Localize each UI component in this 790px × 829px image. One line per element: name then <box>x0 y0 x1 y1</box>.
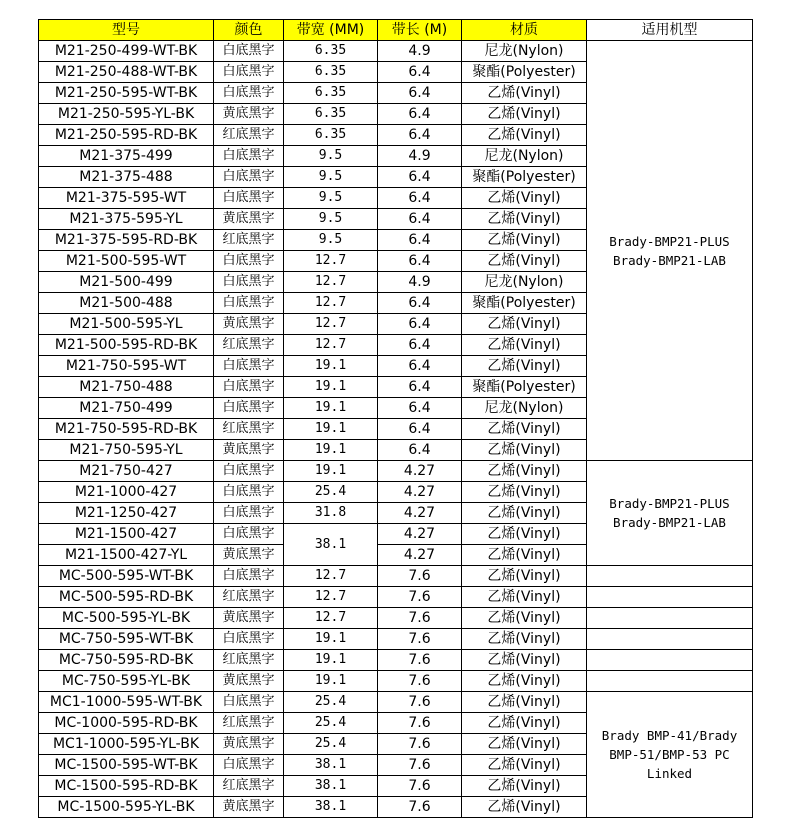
header-model: 型号 <box>39 20 214 41</box>
printer-cell <box>587 41 753 461</box>
width-cell: 12.7 <box>284 335 378 356</box>
color-cell: 红底黑字 <box>214 650 284 671</box>
printer-cell <box>587 629 753 650</box>
material-cell: 乙烯(Vinyl) <box>462 482 587 503</box>
color-cell: 白底黑字 <box>214 83 284 104</box>
color-cell: 红底黑字 <box>214 419 284 440</box>
length-cell: 4.9 <box>378 272 462 293</box>
model-cell: M21-375-488 <box>39 167 214 188</box>
length-cell: 7.6 <box>378 734 462 755</box>
color-cell: 白底黑字 <box>214 482 284 503</box>
table-body <box>39 41 753 818</box>
material-cell: 乙烯(Vinyl) <box>462 230 587 251</box>
material-cell: 乙烯(Vinyl) <box>462 209 587 230</box>
width-cell: 25.4 <box>284 734 378 755</box>
width-cell: 38.1 <box>284 776 378 797</box>
length-cell: 7.6 <box>378 566 462 587</box>
material-cell: 聚酯(Polyester) <box>462 377 587 398</box>
color-cell: 黄底黑字 <box>214 797 284 818</box>
width-cell: 9.5 <box>284 146 378 167</box>
printer-line: Brady-BMP21-PLUS <box>609 496 730 511</box>
printer-line: Brady BMP-41/Brady <box>601 728 738 743</box>
color-cell: 白底黑字 <box>214 377 284 398</box>
color-cell: 黄底黑字 <box>214 734 284 755</box>
width-cell: 6.35 <box>284 104 378 125</box>
model-cell: M21-750-595-WT <box>39 356 214 377</box>
length-cell: 6.4 <box>378 440 462 461</box>
header-width: 带宽 (MM) <box>284 20 378 41</box>
printer-line: Linked <box>646 766 693 781</box>
material-cell: 乙烯(Vinyl) <box>462 104 587 125</box>
length-cell: 6.4 <box>378 251 462 272</box>
width-cell: 19.1 <box>284 356 378 377</box>
color-cell: 红底黑字 <box>214 587 284 608</box>
width-cell: 19.1 <box>284 398 378 419</box>
length-cell: 6.4 <box>378 104 462 125</box>
model-cell: MC-500-595-YL-BK <box>39 608 214 629</box>
printer-cell <box>587 566 753 587</box>
length-cell: 6.4 <box>378 125 462 146</box>
width-cell: 19.1 <box>284 377 378 398</box>
table-row <box>39 671 753 692</box>
length-cell: 4.27 <box>378 503 462 524</box>
width-cell: 19.1 <box>284 419 378 440</box>
printer-line: Brady-BMP21-LAB <box>613 252 726 268</box>
model-cell: M21-375-595-YL <box>39 209 214 230</box>
material-cell: 乙烯(Vinyl) <box>462 713 587 734</box>
width-cell: 25.4 <box>284 482 378 503</box>
length-cell: 7.6 <box>378 713 462 734</box>
color-cell: 红底黑字 <box>214 230 284 251</box>
table-row <box>39 41 753 62</box>
printer-cell <box>587 692 753 818</box>
model-cell: M21-1250-427 <box>39 503 214 524</box>
length-cell: 6.4 <box>378 335 462 356</box>
length-cell: 6.4 <box>378 230 462 251</box>
length-cell: 6.4 <box>378 293 462 314</box>
printer-cell <box>587 671 753 692</box>
width-cell: 12.7 <box>284 587 378 608</box>
model-cell: MC-1000-595-RD-BK <box>39 713 214 734</box>
width-cell: 19.1 <box>284 650 378 671</box>
table-row <box>39 650 753 671</box>
length-cell: 6.4 <box>378 314 462 335</box>
color-cell: 白底黑字 <box>214 629 284 650</box>
width-cell: 12.7 <box>284 293 378 314</box>
length-cell: 6.4 <box>378 83 462 104</box>
model-cell: M21-1500-427 <box>39 524 214 545</box>
length-cell: 6.4 <box>378 188 462 209</box>
length-cell: 6.4 <box>378 209 462 230</box>
printer-cell <box>587 461 753 566</box>
material-cell: 乙烯(Vinyl) <box>462 503 587 524</box>
width-cell: 19.1 <box>284 671 378 692</box>
length-cell: 6.4 <box>378 62 462 83</box>
model-cell: M21-375-595-WT <box>39 188 214 209</box>
material-cell: 乙烯(Vinyl) <box>462 608 587 629</box>
length-cell: 7.6 <box>378 629 462 650</box>
model-cell: MC-1500-595-YL-BK <box>39 797 214 818</box>
model-cell: M21-375-595-RD-BK <box>39 230 214 251</box>
material-cell: 乙烯(Vinyl) <box>462 524 587 545</box>
color-cell: 白底黑字 <box>214 293 284 314</box>
model-cell: M21-750-499 <box>39 398 214 419</box>
color-cell: 黄底黑字 <box>214 314 284 335</box>
table-row <box>39 566 753 587</box>
length-cell: 6.4 <box>378 398 462 419</box>
material-cell: 乙烯(Vinyl) <box>462 335 587 356</box>
width-cell: 6.35 <box>284 41 378 62</box>
length-cell: 7.6 <box>378 755 462 776</box>
length-cell: 7.6 <box>378 692 462 713</box>
color-cell: 白底黑字 <box>214 755 284 776</box>
model-cell: M21-750-427 <box>39 461 214 482</box>
width-cell: 19.1 <box>284 629 378 650</box>
material-cell: 乙烯(Vinyl) <box>462 797 587 818</box>
width-cell: 9.5 <box>284 188 378 209</box>
width-cell: 6.35 <box>284 83 378 104</box>
width-cell: 19.1 <box>284 440 378 461</box>
color-cell: 白底黑字 <box>214 167 284 188</box>
printer-line: BMP-51/BMP-53 PC <box>609 747 730 762</box>
color-cell: 白底黑字 <box>214 398 284 419</box>
length-cell: 6.4 <box>378 356 462 377</box>
model-cell: M21-1500-427-YL <box>39 545 214 566</box>
table-row <box>39 461 753 482</box>
width-cell: 38.1 <box>284 524 378 566</box>
length-cell: 4.9 <box>378 146 462 167</box>
material-cell: 乙烯(Vinyl) <box>462 734 587 755</box>
width-cell: 12.7 <box>284 314 378 335</box>
model-cell: M21-250-488-WT-BK <box>39 62 214 83</box>
length-cell: 4.27 <box>378 545 462 566</box>
model-cell: M21-500-488 <box>39 293 214 314</box>
length-cell: 7.6 <box>378 587 462 608</box>
model-cell: MC1-1000-595-YL-BK <box>39 734 214 755</box>
color-cell: 黄底黑字 <box>214 671 284 692</box>
model-cell: M21-750-595-RD-BK <box>39 419 214 440</box>
color-cell: 白底黑字 <box>214 146 284 167</box>
length-cell: 7.6 <box>378 608 462 629</box>
material-cell: 尼龙(Nylon) <box>462 41 587 62</box>
length-cell: 7.6 <box>378 776 462 797</box>
material-cell: 尼龙(Nylon) <box>462 272 587 293</box>
color-cell: 白底黑字 <box>214 41 284 62</box>
width-cell: 12.7 <box>284 251 378 272</box>
length-cell: 7.6 <box>378 650 462 671</box>
material-cell: 乙烯(Vinyl) <box>462 314 587 335</box>
width-cell: 12.7 <box>284 566 378 587</box>
material-cell: 乙烯(Vinyl) <box>462 125 587 146</box>
length-cell: 4.27 <box>378 461 462 482</box>
model-cell: M21-1000-427 <box>39 482 214 503</box>
model-cell: M21-500-499 <box>39 272 214 293</box>
material-cell: 乙烯(Vinyl) <box>462 440 587 461</box>
material-cell: 乙烯(Vinyl) <box>462 419 587 440</box>
material-cell: 乙烯(Vinyl) <box>462 461 587 482</box>
color-cell: 白底黑字 <box>214 524 284 545</box>
color-cell: 黄底黑字 <box>214 104 284 125</box>
material-cell: 乙烯(Vinyl) <box>462 650 587 671</box>
width-cell: 25.4 <box>284 692 378 713</box>
model-cell: M21-500-595-RD-BK <box>39 335 214 356</box>
material-cell: 尼龙(Nylon) <box>462 146 587 167</box>
table-row <box>39 608 753 629</box>
model-cell: MC-500-595-RD-BK <box>39 587 214 608</box>
model-cell: MC-1500-595-WT-BK <box>39 755 214 776</box>
material-cell: 聚酯(Polyester) <box>462 62 587 83</box>
width-cell: 38.1 <box>284 755 378 776</box>
material-cell: 乙烯(Vinyl) <box>462 251 587 272</box>
color-cell: 黄底黑字 <box>214 608 284 629</box>
width-cell: 31.8 <box>284 503 378 524</box>
color-cell: 白底黑字 <box>214 692 284 713</box>
header-color: 颜色 <box>214 20 284 41</box>
color-cell: 白底黑字 <box>214 251 284 272</box>
length-cell: 6.4 <box>378 167 462 188</box>
material-cell: 乙烯(Vinyl) <box>462 566 587 587</box>
material-cell: 聚酯(Polyester) <box>462 293 587 314</box>
spec-table <box>38 19 753 818</box>
color-cell: 白底黑字 <box>214 461 284 482</box>
model-cell: M21-750-595-YL <box>39 440 214 461</box>
model-cell: MC-750-595-WT-BK <box>39 629 214 650</box>
material-cell: 乙烯(Vinyl) <box>462 587 587 608</box>
width-cell: 6.35 <box>284 62 378 83</box>
material-cell: 尼龙(Nylon) <box>462 398 587 419</box>
material-cell: 乙烯(Vinyl) <box>462 755 587 776</box>
table-row <box>39 629 753 650</box>
model-cell: MC-750-595-RD-BK <box>39 650 214 671</box>
material-cell: 聚酯(Polyester) <box>462 167 587 188</box>
material-cell: 乙烯(Vinyl) <box>462 83 587 104</box>
header-printer: 适用机型 <box>587 20 753 41</box>
model-cell: M21-375-499 <box>39 146 214 167</box>
color-cell: 白底黑字 <box>214 566 284 587</box>
width-cell: 19.1 <box>284 461 378 482</box>
color-cell: 红底黑字 <box>214 776 284 797</box>
material-cell: 乙烯(Vinyl) <box>462 629 587 650</box>
model-cell: M21-250-499-WT-BK <box>39 41 214 62</box>
width-cell: 9.5 <box>284 167 378 188</box>
length-cell: 6.4 <box>378 419 462 440</box>
printer-cell <box>587 587 753 608</box>
material-cell: 乙烯(Vinyl) <box>462 671 587 692</box>
model-cell: MC-500-595-WT-BK <box>39 566 214 587</box>
table-row <box>39 587 753 608</box>
color-cell: 白底黑字 <box>214 62 284 83</box>
model-cell: MC-750-595-YL-BK <box>39 671 214 692</box>
material-cell: 乙烯(Vinyl) <box>462 356 587 377</box>
header-material: 材质 <box>462 20 587 41</box>
width-cell: 9.5 <box>284 230 378 251</box>
printer-line: Brady-BMP21-PLUS <box>609 233 730 249</box>
table-row <box>39 692 753 713</box>
width-cell: 12.7 <box>284 608 378 629</box>
color-cell: 白底黑字 <box>214 272 284 293</box>
header-length: 带长 (M) <box>378 20 462 41</box>
model-cell: M21-500-595-WT <box>39 251 214 272</box>
material-cell: 乙烯(Vinyl) <box>462 692 587 713</box>
material-cell: 乙烯(Vinyl) <box>462 776 587 797</box>
header-row <box>39 20 753 41</box>
color-cell: 红底黑字 <box>214 713 284 734</box>
printer-cell <box>587 650 753 671</box>
color-cell: 黄底黑字 <box>214 440 284 461</box>
model-cell: M21-250-595-YL-BK <box>39 104 214 125</box>
width-cell: 38.1 <box>284 797 378 818</box>
model-cell: MC-1500-595-RD-BK <box>39 776 214 797</box>
length-cell: 4.27 <box>378 482 462 503</box>
length-cell: 6.4 <box>378 377 462 398</box>
width-cell: 12.7 <box>284 272 378 293</box>
model-cell: MC1-1000-595-WT-BK <box>39 692 214 713</box>
length-cell: 7.6 <box>378 797 462 818</box>
model-cell: M21-250-595-WT-BK <box>39 83 214 104</box>
color-cell: 黄底黑字 <box>214 209 284 230</box>
length-cell: 4.27 <box>378 524 462 545</box>
width-cell: 25.4 <box>284 713 378 734</box>
length-cell: 4.9 <box>378 41 462 62</box>
material-cell: 乙烯(Vinyl) <box>462 545 587 566</box>
printer-cell <box>587 608 753 629</box>
model-cell: M21-750-488 <box>39 377 214 398</box>
color-cell: 红底黑字 <box>214 125 284 146</box>
model-cell: M21-250-595-RD-BK <box>39 125 214 146</box>
width-cell: 6.35 <box>284 125 378 146</box>
width-cell: 9.5 <box>284 209 378 230</box>
color-cell: 红底黑字 <box>214 335 284 356</box>
length-cell: 7.6 <box>378 671 462 692</box>
color-cell: 白底黑字 <box>214 188 284 209</box>
color-cell: 黄底黑字 <box>214 545 284 566</box>
printer-line: Brady-BMP21-LAB <box>613 515 726 530</box>
material-cell: 乙烯(Vinyl) <box>462 188 587 209</box>
color-cell: 白底黑字 <box>214 503 284 524</box>
color-cell: 白底黑字 <box>214 356 284 377</box>
model-cell: M21-500-595-YL <box>39 314 214 335</box>
